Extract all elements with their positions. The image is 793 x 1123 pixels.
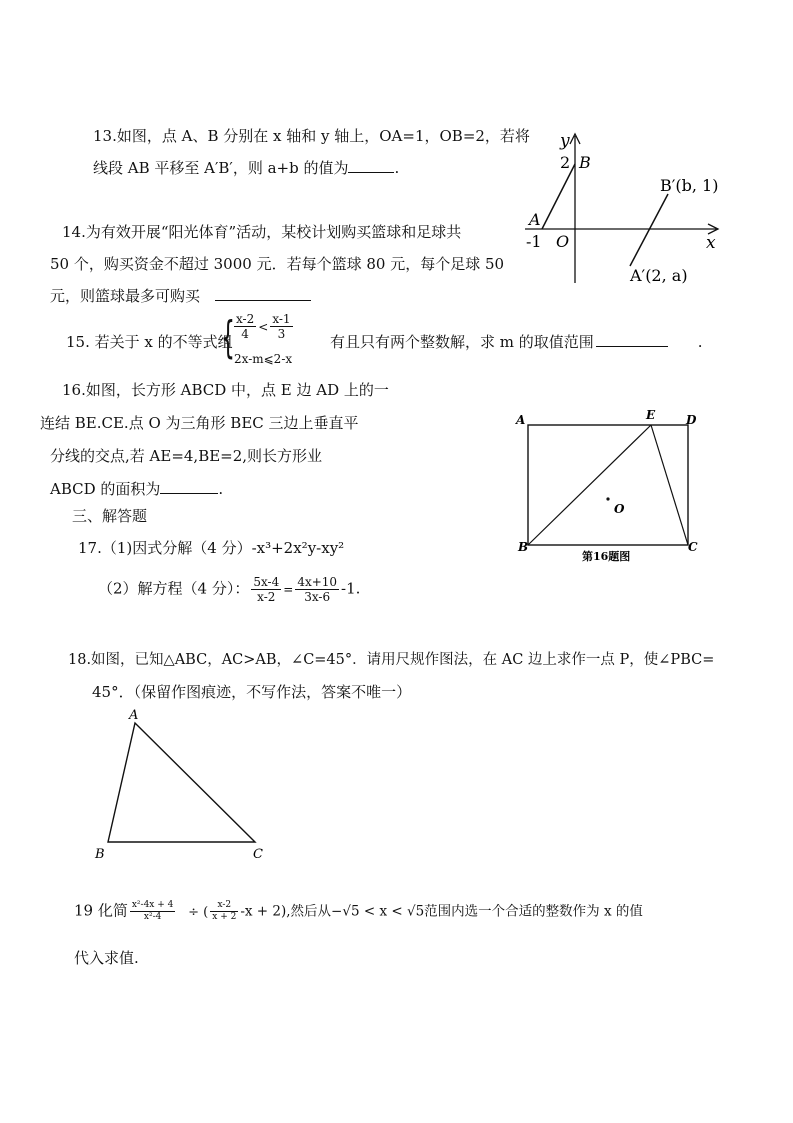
q19-frac2 (210, 900, 238, 923)
q14-line1: 14.为有效开展“阳光体育”活动，某校计划购买篮球和足球共 (62, 223, 462, 241)
q15-frac1-num: x-2 (236, 312, 255, 326)
q15-row1 (232, 312, 295, 341)
q19-pre: 19 化简 (74, 901, 128, 920)
q17-part2 (98, 575, 360, 604)
q15-post (330, 332, 703, 352)
q13-line2-text: 线段 AB 平移至 A′B′，则 a+b 的值为 (93, 159, 349, 177)
fig16-label-o: O (614, 502, 625, 516)
q16-line3: 分线的交点,若 AE=4,BE=2,则长方形业 (50, 447, 323, 465)
q18-line2: 45°．（保留作图痕迹，不写作法，答案不唯一） (92, 683, 412, 701)
q13-line1: 13.如图，点 A、B 分别在 x 轴和 y 轴上，OA=1，OB=2，若将 (93, 127, 530, 145)
q14-line2: 50 个，购买资金不超过 3000 元．若每个篮球 80 元，每个足球 50 (50, 255, 505, 273)
q15-end: . (697, 333, 703, 351)
q15-pre: 15. 若关于 x 的不等式组 (66, 333, 233, 351)
q15-frac2-den: 3 (277, 327, 286, 341)
q17-frac2-den: 3x-6 (304, 590, 331, 604)
fig13-label-b: B (579, 153, 591, 172)
q16-line4-text: ABCD 的面积为 (50, 480, 161, 498)
q19-frac1-num: x²-4x + 4 (131, 900, 174, 910)
q17-eq: = (283, 582, 294, 597)
q16-line1: 16.如图，长方形 ABCD 中，点 E 边 AD 上的一 (62, 381, 389, 399)
q19-frac2-num: x-2 (210, 900, 238, 912)
q14-line3-text: 元，则篮球最多可购买 (50, 287, 201, 305)
q17-frac1-den: x-2 (257, 590, 276, 604)
q19-div: ÷ ( (188, 904, 209, 920)
q19-frac1-den: x²-4 (143, 912, 162, 922)
q19-frac1 (130, 900, 176, 923)
fig13-label-aprime: A′(2, a) (630, 266, 688, 285)
fig16-caption: 第16题图 (582, 550, 631, 563)
q17-frac1-num: 5x-4 (253, 575, 280, 589)
fig18-triangle-diagram (85, 700, 285, 870)
fig13-label-minus1: -1 (526, 232, 542, 251)
fig18-triangle-abc (108, 723, 255, 842)
q17-part2-text: （2）解方程（4 分）： (98, 579, 250, 598)
fig13-label-bprime: B′(b, 1) (660, 176, 719, 195)
fig16-label-d: D (686, 413, 697, 427)
q13-line2 (93, 158, 399, 178)
fig13-label-x: x (706, 233, 716, 253)
fig16-label-b: B (518, 540, 529, 554)
q19-line1 (74, 900, 643, 923)
q18-line1: 18.如图，已知△ABC，AC>AB，∠C=45°．请用尺规作图法，在 AC 边上求作一点 P，使∠PBC= (68, 652, 715, 668)
q19-frac2-den: x + 2 (212, 912, 237, 922)
q19-line2: 代入求值. (74, 949, 139, 967)
fig13-segment-ab (542, 164, 575, 229)
q13-period: . (394, 159, 400, 177)
q16-line2: 连结 BE.CE.点 O 为三角形 BEC 三边上垂直平 (40, 414, 359, 432)
q17-tail: -1. (341, 579, 361, 598)
fig18-label-c: C (253, 847, 263, 862)
q15-lt: < (258, 320, 269, 334)
q16-answer-blank (160, 479, 218, 494)
q17-frac2-num: 4x+10 (297, 575, 338, 589)
fig16-label-a: A (516, 413, 526, 427)
fig16-rectangle-diagram (508, 405, 708, 570)
q15-brace: { (221, 312, 235, 363)
q13-answer-blank (348, 158, 394, 173)
q15-frac1 (234, 312, 256, 341)
fig16-label-e: E (646, 408, 656, 422)
q15-post-text: 有且只有两个整数解，求 m 的取值范围 (330, 333, 594, 351)
fig16-point-o (606, 497, 609, 500)
q15-frac1-den: 4 (241, 327, 249, 341)
fig13-label-2: 2 (560, 153, 571, 172)
fig13-label-o: O (556, 232, 570, 251)
q15-answer-blank (596, 332, 668, 347)
q19-mid: -x + 2),然后从−√5 < x < √5范围内选一个合适的整数作为 x 的值 (240, 903, 643, 920)
q16-line4-end: . (218, 480, 224, 498)
q14-line3 (50, 286, 311, 306)
fig18-label-a: A (129, 708, 139, 723)
q17-frac1 (251, 575, 281, 604)
fig13-label-y: y (560, 131, 570, 151)
section3-heading: 三、解答题 (72, 507, 148, 525)
fig13-segment-apbp (630, 194, 668, 266)
q16-line4 (50, 479, 223, 499)
fig18-label-b: B (95, 847, 105, 862)
fig13-coordinate-diagram (520, 128, 730, 293)
fig16-rect-abcd (528, 425, 688, 545)
fig16-segment-ce (651, 425, 688, 545)
fig16-label-c: C (688, 540, 698, 554)
fig13-label-a: A (529, 210, 541, 229)
q15-frac2 (270, 312, 292, 341)
fig16-segment-be (528, 425, 651, 545)
q17-frac2 (295, 575, 339, 604)
q14-answer-blank (215, 286, 311, 301)
q17-part1: 17.（1)因式分解（4 分）-x³+2x²y-xy² (78, 539, 345, 557)
q15-row2: 2x-m⩽2-x (234, 352, 293, 366)
q15-frac2-num: x-1 (272, 312, 291, 326)
